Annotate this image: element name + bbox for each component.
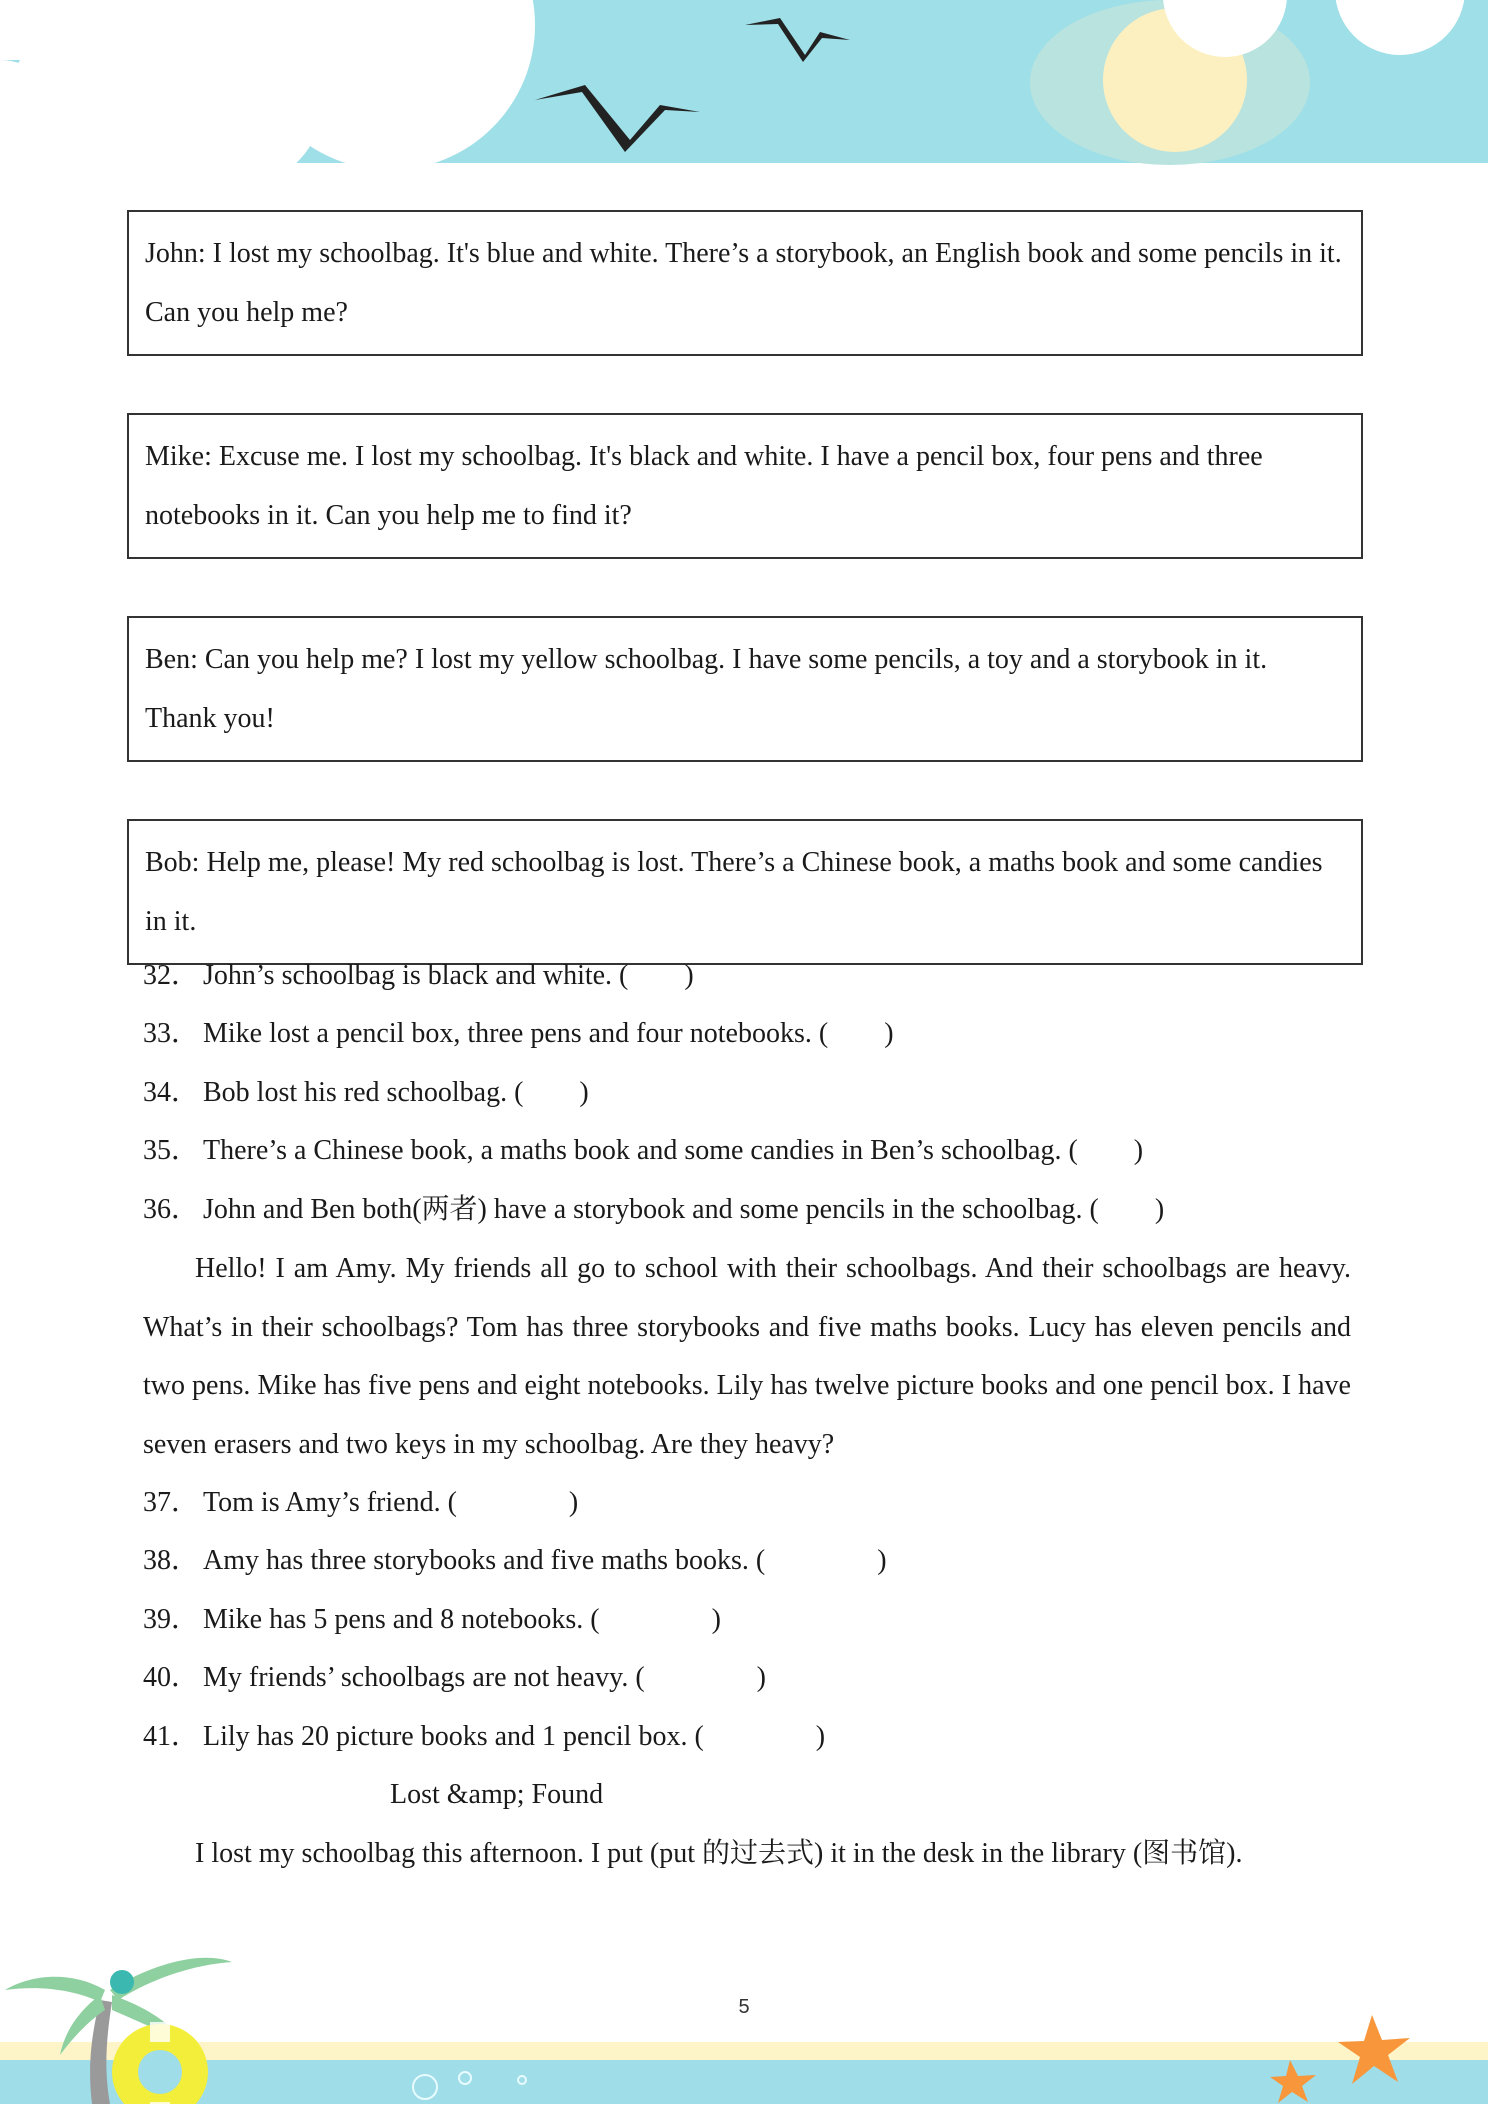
page-number: 5: [738, 1996, 750, 2018]
question-38: 38． Amy has three storybooks and five maths books. ( ): [143, 1545, 887, 1576]
question-34: 34． Bob lost his red schoolbag. ( ): [143, 1077, 589, 1108]
reading-passage: Hello! I am Amy. My friends all go to school with their schoolbags. And their schoolbags are heavy. What’s in their schoolbags? Tom has three storybooks and five maths books. Lucy has eleven pencils and two pens. Mike has five pens and eight notebooks. Lily has twelve picture books and one pencil box. I have seven erasers and two keys in my schoolbag. Are they heavy?: [143, 1253, 1351, 1460]
swim-ring-icon: [112, 2022, 208, 2104]
question-33: 33． Mike lost a pencil box, three pens and four notebooks. ( ): [143, 1018, 894, 1049]
dialogue-box-john: John: I lost my schoolbag. It's blue and white. There’s a storybook, an English book and some pencils in it. Can you help me?: [127, 210, 1363, 356]
question-40: 40． My friends’ schoolbags are not heavy. ( ): [143, 1662, 766, 1693]
question-36: 36． John and Ben both(两者) have a storybook and some pencils in the schoolbag. ( ): [143, 1194, 1165, 1225]
question-35: 35． There’s a Chinese book, a maths book and some candies in Ben’s schoolbag. ( ): [143, 1135, 1144, 1166]
dialogue-box-mike: Mike: Excuse me. I lost my schoolbag. It's black and white. I have a pencil box, four pens and three notebooks in it. Can you help me to find it?: [127, 413, 1363, 559]
question-39: 39． Mike has 5 pens and 8 notebooks. ( ): [143, 1604, 721, 1635]
dialogue-box-ben: Ben: Can you help me? I lost my yellow schoolbag. I have some pencils, a toy and a storybook in it. Thank you!: [127, 616, 1363, 762]
question-37: 37． Tom is Amy’s friend. ( ): [143, 1487, 579, 1518]
question-41: 41． Lily has 20 picture books and 1 pencil box. ( ): [143, 1721, 826, 1752]
dialogue-boxes: [127, 210, 1363, 965]
intro-sentence: I lost my schoolbag this afternoon. I put (put 的过去式) it in the desk in the library (图书馆).: [195, 1838, 1243, 1869]
section-heading: Lost &amp; Found: [390, 1779, 604, 1810]
cloud-left: [0, 0, 535, 170]
dialogue-box-bob: Bob: Help me, please! My red schoolbag is lost. There’s a Chinese book, a maths book and some candies in it.: [127, 819, 1363, 965]
header-sky-banner: [0, 0, 1488, 170]
question-32: 32． John’s schoolbag is black and white. ( ): [143, 960, 694, 991]
